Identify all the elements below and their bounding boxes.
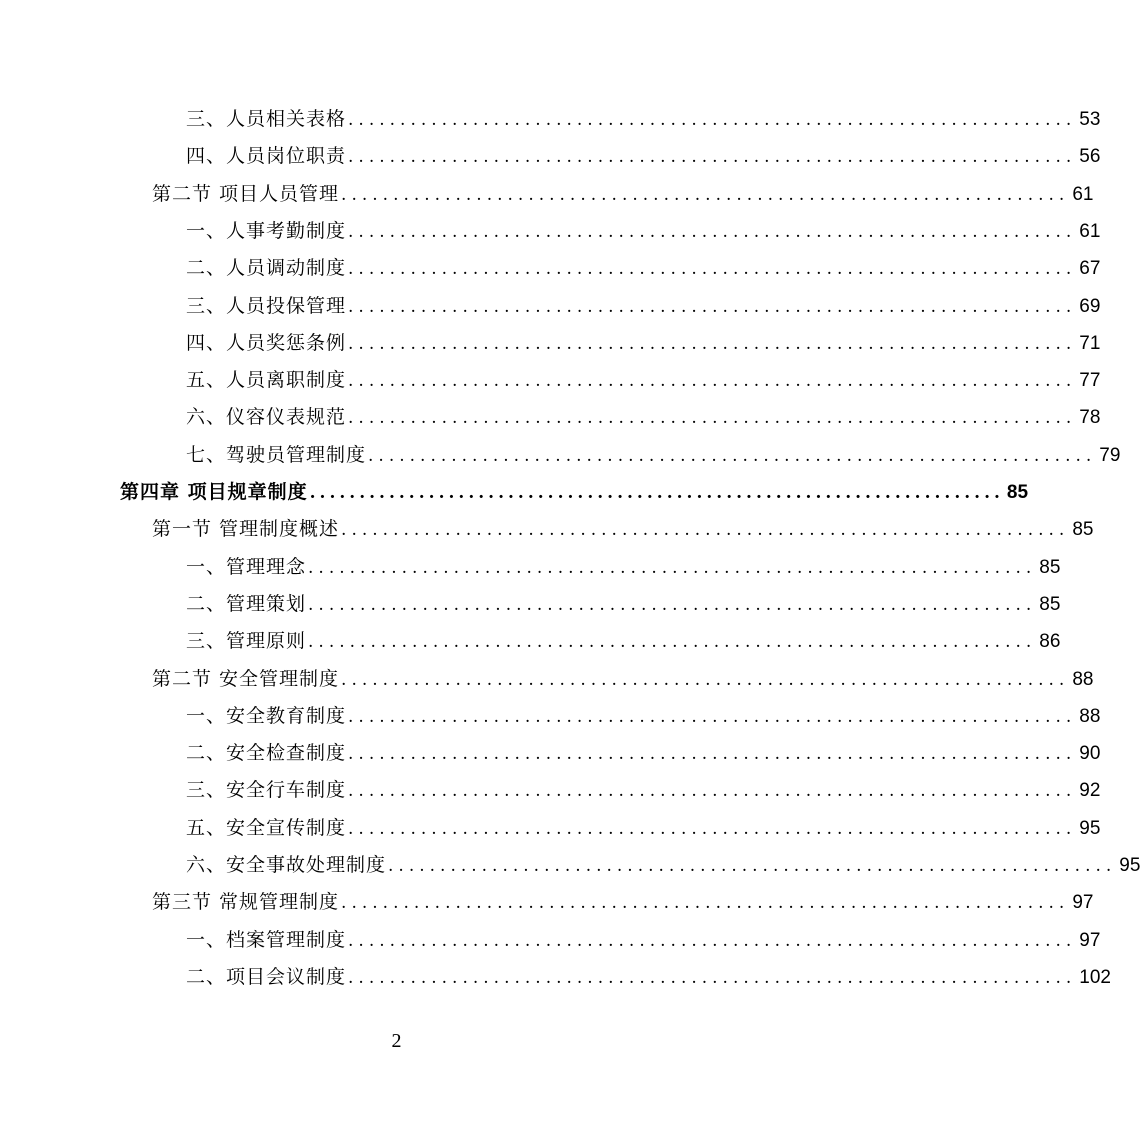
toc-entry-title: 一、档案管理制度: [186, 929, 347, 951]
toc-dot-leader: ......................................................................: [348, 968, 1077, 988]
toc-dot-leader: ......................................................................: [348, 707, 1077, 727]
toc-entry-page: 95: [1079, 818, 1101, 839]
toc-item-entry: [186, 704, 1101, 729]
toc-entry-page: 92: [1079, 780, 1101, 801]
toc-entry-title: 二、项目会议制度: [186, 966, 347, 988]
toc-dot-leader: ......................................................................: [348, 222, 1077, 242]
toc-item-entry: [186, 405, 1101, 430]
toc-dot-leader: ......................................................................: [348, 819, 1077, 839]
toc-dot-leader: ......................................................................: [308, 595, 1037, 615]
toc-item-entry: [186, 443, 1121, 468]
toc-dot-leader: ......................................................................: [309, 483, 1004, 503]
toc-dot-leader: ......................................................................: [348, 744, 1077, 764]
toc-entry-title: 七、驾驶员管理制度: [186, 444, 367, 466]
toc-item-entry: [186, 331, 1101, 356]
toc-entry-title: 三、安全行车制度: [186, 779, 347, 801]
toc-dot-leader: ......................................................................: [348, 334, 1077, 354]
toc-dot-leader: ......................................................................: [348, 781, 1077, 801]
toc-entry-title: 二、安全检查制度: [186, 742, 347, 764]
toc-entry-title: 第四章 项目规章制度: [120, 481, 308, 503]
toc-dot-leader: ......................................................................: [308, 632, 1037, 652]
toc-item-entry: [186, 965, 1111, 990]
toc-entry-page: 88: [1072, 669, 1094, 690]
toc-dot-leader: ......................................................................: [341, 670, 1070, 690]
toc-section-entry: [152, 890, 1094, 915]
toc-entry-title: 二、人员调动制度: [186, 257, 347, 279]
toc-entry-title: 一、人事考勤制度: [186, 220, 347, 242]
toc-item-entry: [186, 368, 1101, 393]
toc-section-entry: [152, 667, 1094, 692]
toc-entry-title: 五、人员离职制度: [186, 369, 347, 391]
toc-entry-page: 85: [1006, 482, 1029, 503]
toc-dot-leader: ......................................................................: [348, 371, 1077, 391]
toc-entry-title: 六、仪容仪表规范: [186, 406, 347, 428]
toc-entry-title: 第二节 项目人员管理: [152, 183, 340, 205]
toc-entry-page: 86: [1039, 631, 1061, 652]
toc-entry-page: 85: [1039, 594, 1061, 615]
toc-entry-page: 97: [1072, 892, 1094, 913]
toc-entry-page: 61: [1079, 221, 1101, 242]
toc-item-entry: [186, 592, 1061, 617]
toc-entry-page: 56: [1079, 146, 1101, 167]
toc-dot-leader: ......................................................................: [348, 408, 1077, 428]
toc-entry-title: 四、人员岗位职责: [186, 145, 347, 167]
toc-item-entry: [186, 256, 1101, 281]
toc-dot-leader: ......................................................................: [341, 185, 1070, 205]
toc-dot-leader: ......................................................................: [341, 893, 1070, 913]
toc-entry-page: 90: [1079, 743, 1101, 764]
toc-entry-title: 三、管理原则: [186, 630, 307, 652]
toc-dot-leader: ......................................................................: [348, 147, 1077, 167]
toc-entry-page: 85: [1072, 519, 1094, 540]
toc-entry-page: 61: [1072, 184, 1094, 205]
toc-entry-title: 一、安全教育制度: [186, 705, 347, 727]
toc-item-entry: [186, 853, 1140, 878]
toc-item-entry: [186, 107, 1101, 132]
toc-entry-page: 67: [1079, 258, 1101, 279]
toc-item-entry: [186, 144, 1101, 169]
toc-item-entry: [186, 219, 1101, 244]
toc-dot-leader: ......................................................................: [348, 297, 1077, 317]
toc-entry-page: 53: [1079, 109, 1101, 130]
toc-entry-page: 85: [1039, 557, 1061, 578]
toc-dot-leader: ......................................................................: [348, 931, 1077, 951]
toc-item-entry: [186, 555, 1061, 580]
page-number: 2: [391, 1030, 402, 1052]
toc-entry-title: 五、安全宣传制度: [186, 817, 347, 839]
toc-dot-leader: ......................................................................: [368, 446, 1097, 466]
toc-entry-page: 102: [1079, 967, 1111, 988]
toc-item-entry: [186, 294, 1101, 319]
toc-dot-leader: ......................................................................: [308, 558, 1037, 578]
toc-entry-page: 97: [1079, 930, 1101, 951]
toc-dot-leader: ......................................................................: [341, 520, 1070, 540]
toc-entry-page: 69: [1079, 296, 1101, 317]
toc-entry-page: 78: [1079, 407, 1101, 428]
toc-section-entry: [152, 517, 1094, 542]
toc-entry-title: 六、安全事故处理制度: [186, 854, 387, 876]
toc-entry-title: 三、人员相关表格: [186, 108, 347, 130]
toc-entry-page: 88: [1079, 706, 1101, 727]
toc-entry-title: 一、管理理念: [186, 556, 307, 578]
toc-entry-title: 第二节 安全管理制度: [152, 668, 340, 690]
toc-section-entry: [152, 182, 1094, 207]
toc-entry-title: 第一节 管理制度概述: [152, 518, 340, 540]
toc-item-entry: [186, 928, 1101, 953]
toc-entry-page: 79: [1099, 445, 1121, 466]
toc-entry-title: 第三节 常规管理制度: [152, 891, 340, 913]
toc-dot-leader: ......................................................................: [348, 110, 1077, 130]
toc-entry-title: 三、人员投保管理: [186, 295, 347, 317]
toc-item-entry: [186, 629, 1061, 654]
toc-entry-page: 77: [1079, 370, 1101, 391]
toc-dot-leader: ......................................................................: [348, 259, 1077, 279]
toc-item-entry: [186, 816, 1101, 841]
toc-entry-page: 71: [1079, 333, 1101, 354]
toc-entry-title: 四、人员奖惩条例: [186, 332, 347, 354]
toc-entry-title: 二、管理策划: [186, 593, 307, 615]
toc-chapter-entry: [120, 480, 1029, 505]
toc-entry-page: 95: [1119, 855, 1140, 876]
toc-item-entry: [186, 778, 1101, 803]
toc-dot-leader: ......................................................................: [388, 856, 1117, 876]
toc-item-entry: [186, 741, 1101, 766]
